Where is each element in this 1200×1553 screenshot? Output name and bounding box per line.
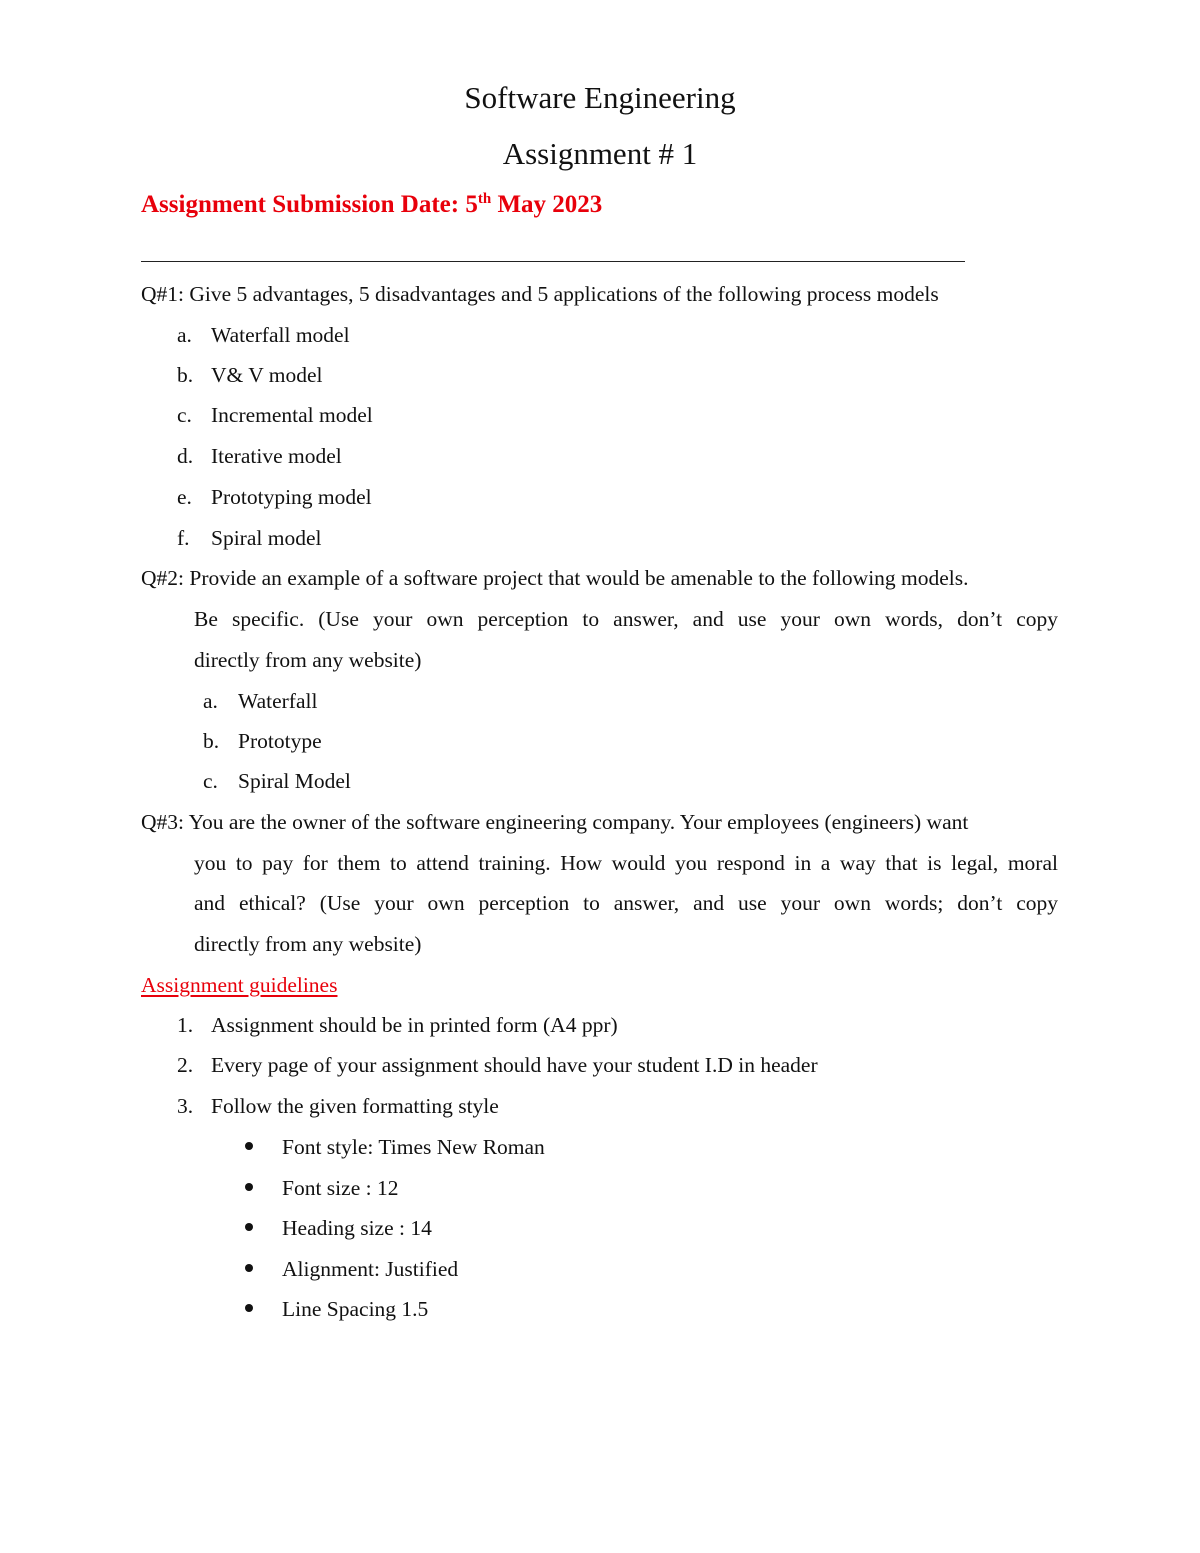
submission-date xyxy=(141,187,602,223)
question-2-text-line-3: directly from any website) xyxy=(194,648,422,672)
question-3-text-line-1: You are the owner of the software engineering company. Your employees (engineers) want xyxy=(188,810,969,834)
submission-date-prefix: Assignment Submission Date: 5 xyxy=(141,191,478,218)
q1-item-c-marker: c. xyxy=(177,403,192,427)
bullet-icon xyxy=(245,1304,253,1312)
bullet-icon xyxy=(245,1264,253,1272)
question-2-text-line-2: Be specific. (Use your own perception to answer, and use your own words, don’t copy xyxy=(194,607,1058,631)
question-1-label: Q#1: xyxy=(141,282,184,306)
guideline-2: Every page of your assignment should have your student I.D in header xyxy=(211,1053,818,1077)
format-line-spacing: Line Spacing 1.5 xyxy=(282,1297,429,1321)
document-title: Software Engineering xyxy=(464,80,736,115)
q1-item-c: Incremental model xyxy=(211,403,373,427)
question-3-text-line-4: directly from any website) xyxy=(194,932,422,956)
format-heading-size: Heading size : 14 xyxy=(282,1216,432,1240)
question-1 xyxy=(141,280,939,308)
bullet-icon xyxy=(245,1223,253,1231)
guidelines-heading: Assignment guidelines xyxy=(141,973,338,997)
bullet-icon xyxy=(245,1142,253,1150)
question-3-text-line-3: and ethical? (Use your own perception to answer, and use your own words; don’t copy xyxy=(194,891,1058,915)
format-alignment: Alignment: Justified xyxy=(282,1257,459,1281)
bullet-icon xyxy=(245,1183,253,1191)
q1-item-b-marker: b. xyxy=(177,363,194,387)
guideline-1: Assignment should be in printed form (A4 ppr) xyxy=(211,1013,618,1037)
question-2 xyxy=(141,564,969,592)
guideline-3: Follow the given formatting style xyxy=(211,1094,499,1118)
submission-date-ordinal: th xyxy=(477,191,492,207)
q1-item-d-marker: d. xyxy=(177,444,194,468)
q1-item-a: Waterfall model xyxy=(211,323,350,347)
format-font-size: Font size : 12 xyxy=(282,1176,399,1200)
question-1-text: Give 5 advantages, 5 disadvantages and 5 applications of the following process models xyxy=(189,282,939,306)
question-3 xyxy=(141,808,968,836)
question-2-text-line-1: Provide an example of a software project that would be amenable to the following models. xyxy=(189,566,969,590)
question-3-text-line-2: you to pay for them to attend training. How would you respond in a way that is legal, moral xyxy=(194,851,1058,875)
q1-item-b: V& V model xyxy=(211,363,323,387)
q1-item-e: Prototyping model xyxy=(211,485,372,509)
horizontal-rule xyxy=(141,261,965,262)
q1-item-f: Spiral model xyxy=(211,526,322,550)
q2-item-a-marker: a. xyxy=(203,689,218,713)
assignment-number: Assignment # 1 xyxy=(502,136,698,171)
q1-item-f-marker: f. xyxy=(177,526,190,550)
q1-item-d: Iterative model xyxy=(211,444,342,468)
question-2-label: Q#2: xyxy=(141,566,184,590)
submission-date-suffix: May 2023 xyxy=(491,191,603,218)
guideline-3-marker: 3. xyxy=(177,1094,194,1118)
q1-item-e-marker: e. xyxy=(177,485,192,509)
q2-item-a: Waterfall xyxy=(238,689,318,713)
format-font-style: Font style: Times New Roman xyxy=(282,1135,545,1159)
q2-item-c: Spiral Model xyxy=(238,769,351,793)
q2-item-b-marker: b. xyxy=(203,729,220,753)
q1-item-a-marker: a. xyxy=(177,323,192,347)
guideline-1-marker: 1. xyxy=(177,1013,194,1037)
q2-item-b: Prototype xyxy=(238,729,322,753)
question-3-label: Q#3: xyxy=(141,810,184,834)
q2-item-c-marker: c. xyxy=(203,769,218,793)
guideline-2-marker: 2. xyxy=(177,1053,194,1077)
